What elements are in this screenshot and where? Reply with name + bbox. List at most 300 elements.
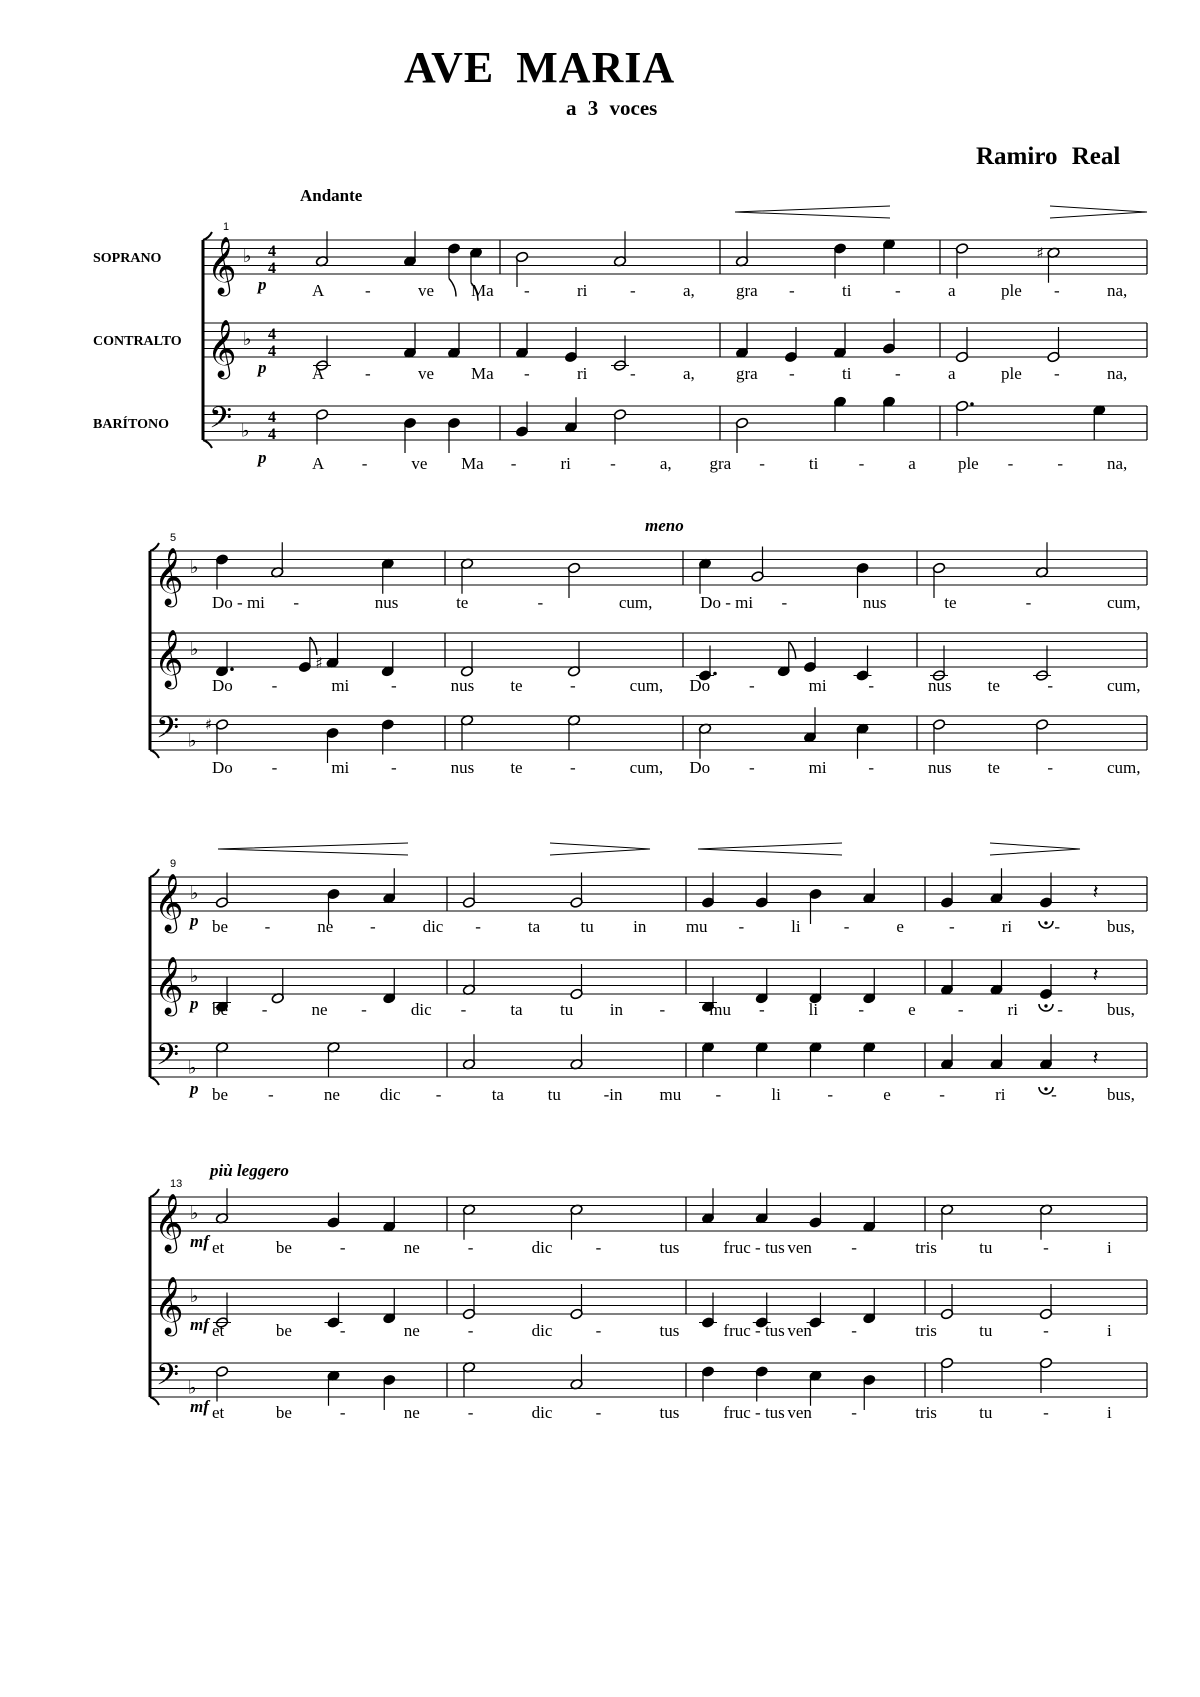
note: [809, 1041, 822, 1077]
dynamic-marking: p: [190, 911, 199, 930]
lyric-syllable: -: [1047, 676, 1054, 695]
note: [383, 1197, 396, 1233]
lyric-syllable: A: [312, 364, 325, 383]
lyric-syllable: te: [510, 758, 523, 777]
lyric-syllable: A: [312, 454, 325, 473]
lyric-syllable: et: [212, 1321, 225, 1340]
lyric-syllable: -: [339, 1238, 346, 1257]
note: [803, 637, 816, 673]
note: [882, 319, 895, 355]
part-name-contralto: CONTRALTO: [93, 334, 182, 349]
lyric-syllable: bus,: [1107, 1085, 1135, 1104]
lyric-syllable: ri: [560, 454, 571, 473]
note: [755, 1188, 768, 1224]
note: [701, 873, 714, 909]
quarter-rest-icon: 𝄽: [1092, 1045, 1099, 1070]
note: [863, 1288, 876, 1324]
dynamic-marking: p: [190, 1079, 199, 1098]
part-name-soprano: SOPRANO: [93, 251, 162, 266]
note: [567, 641, 580, 677]
augmentation-dot: [230, 667, 234, 671]
rest: [1093, 962, 1099, 986]
note: [567, 562, 580, 598]
lyric-syllable: be: [275, 1238, 292, 1257]
flat-sign-icon: ♭: [243, 246, 252, 267]
lyric-syllable: gra: [736, 364, 758, 383]
note: [611, 336, 629, 372]
note: [940, 1034, 953, 1070]
lyric-syllable: a: [948, 281, 956, 300]
time-signature-denominator: 4: [268, 426, 276, 443]
note: [955, 243, 968, 279]
note: [215, 1188, 228, 1224]
lyric-syllable: -: [339, 1403, 346, 1422]
lyric-syllable: tris: [915, 1321, 937, 1340]
dynamic-marking: p: [258, 448, 267, 467]
lyric-syllable: -: [391, 758, 397, 777]
note: [570, 964, 583, 1000]
lyric-syllable: -: [365, 364, 371, 383]
lyric-syllable: a: [908, 454, 916, 473]
note: [751, 547, 764, 583]
lyric-syllable: nus: [450, 758, 475, 777]
time-signature-numerator: 4: [268, 243, 276, 260]
lyric-syllable: nus: [450, 676, 475, 695]
note: [381, 558, 394, 594]
lyric-syllable: -: [1043, 1321, 1049, 1340]
crescendo-hairpin: [735, 206, 890, 218]
lyric-syllable: li: [791, 917, 801, 936]
lyric-syllable: na,: [1107, 281, 1128, 300]
flat-sign-icon: ♭: [188, 730, 197, 752]
note: [462, 1204, 475, 1240]
rest: [1093, 879, 1099, 903]
lyric-syllable: fruc - tus: [723, 1321, 785, 1340]
note: [570, 1034, 583, 1070]
lyric-syllable: tus: [659, 1403, 680, 1422]
lyric-syllable: -: [524, 281, 530, 300]
rest: [1093, 1045, 1099, 1069]
note: [735, 323, 748, 359]
decrescendo-hairpin: [1050, 206, 1147, 218]
lyric-syllable: a,: [659, 454, 672, 473]
lyric-syllable: fruc - tus: [723, 1238, 785, 1257]
lyric-syllable: -: [1054, 917, 1061, 936]
note: [271, 542, 284, 578]
lyric-syllable: in: [609, 1000, 624, 1019]
note: [932, 719, 945, 755]
lyric-syllable: Ma: [471, 281, 494, 300]
note: [777, 641, 796, 677]
dynamic-marking: mf: [190, 1397, 209, 1416]
lyric-syllable: -: [939, 1085, 945, 1104]
lyric-syllable: te: [987, 676, 1000, 695]
note: [447, 243, 460, 297]
tempo-marking: Andante: [300, 186, 363, 205]
lyric-syllable: Do - mi: [212, 593, 265, 612]
lyric-syllable: ti: [808, 454, 819, 473]
lyric-syllable: -: [659, 1000, 666, 1019]
note: [755, 1041, 768, 1077]
lyric-syllable: e: [896, 917, 904, 936]
sharp-sign-icon: ♯: [1036, 243, 1044, 262]
lyric-syllable: et: [212, 1238, 225, 1257]
dynamic-marking: mf: [190, 1315, 209, 1334]
lyric-syllable: -: [630, 364, 636, 383]
note: [1093, 404, 1106, 440]
lyric-syllable: -: [475, 917, 481, 936]
lyric-syllable: -: [1057, 454, 1063, 473]
note: [570, 1354, 583, 1390]
lyric-syllable: dic: [422, 917, 444, 936]
note: [955, 327, 968, 363]
lyric-syllable: li: [771, 1085, 781, 1104]
lyric-syllable: ve: [411, 454, 428, 473]
note: [462, 1284, 475, 1320]
treble-clef-icon: 𝄞: [207, 319, 237, 377]
time-signature-denominator: 4: [268, 343, 276, 360]
note: [462, 1361, 475, 1397]
lyric-syllable: -: [749, 758, 755, 777]
lyric-syllable: mu: [659, 1085, 682, 1104]
note: [570, 873, 583, 909]
lyric-syllable: bus,: [1107, 917, 1135, 936]
note: [809, 1370, 822, 1406]
lyric-syllable: ri: [1007, 1000, 1018, 1019]
note: [327, 1193, 340, 1229]
note: [955, 400, 974, 436]
note: [326, 633, 339, 669]
lyric-syllable: mi: [808, 676, 827, 695]
note: [462, 1034, 475, 1070]
lyric-syllable: tu: [560, 1000, 574, 1019]
lyric-syllable: a: [948, 364, 956, 383]
lyric-syllable: dic: [410, 1000, 432, 1019]
note: [383, 868, 396, 904]
lyric-syllable: -: [595, 1321, 602, 1340]
lyric-syllable: -: [851, 1238, 857, 1257]
tempo-marking: meno: [645, 516, 684, 535]
note: [403, 417, 416, 453]
lyric-syllable: be: [212, 917, 229, 936]
measure-number: 9: [170, 858, 177, 870]
tempo-marking: più leggero: [210, 1161, 289, 1180]
lyric-syllable: -: [781, 593, 788, 612]
lyric-syllable: -: [271, 758, 278, 777]
lyric-syllable: tu: [979, 1403, 993, 1422]
note: [215, 554, 228, 590]
flat-sign-icon: ♭: [243, 329, 252, 350]
lyric-syllable: ri: [995, 1085, 1006, 1104]
note: [613, 409, 626, 445]
lyric-syllable: nus: [928, 758, 952, 777]
lyric-syllable: e: [883, 1085, 891, 1104]
note: [315, 409, 328, 445]
lyric-syllable: be: [212, 1000, 229, 1019]
lyric-syllable: ven: [787, 1321, 812, 1340]
note: [1039, 873, 1052, 909]
lyric-syllable: -: [339, 1321, 346, 1340]
flat-sign-icon: ♭: [188, 1377, 197, 1399]
lyric-syllable: -: [264, 917, 271, 936]
note: [381, 719, 394, 755]
note: [1039, 1357, 1052, 1393]
lyric-syllable: ri: [577, 281, 588, 300]
note: [327, 1041, 340, 1077]
lyric-syllable: -: [267, 1085, 274, 1104]
note: [863, 1041, 876, 1077]
flat-sign-icon: ♭: [190, 966, 199, 987]
note: [882, 238, 895, 274]
lyric-syllable: tu: [979, 1321, 993, 1340]
lyric-syllable: ne: [403, 1321, 420, 1340]
note: [1035, 542, 1048, 578]
dynamic-marking: mf: [190, 1232, 209, 1251]
lyric-syllable: -: [1057, 1000, 1063, 1019]
lyric-syllable: -: [610, 454, 616, 473]
note: [1039, 1284, 1052, 1320]
lyric-syllable: -: [361, 1000, 367, 1019]
note: [809, 1193, 822, 1229]
lyric-syllable: -: [1054, 364, 1060, 383]
note: [735, 417, 748, 453]
treble-clef-icon: 𝄞: [154, 1193, 184, 1251]
lyric-syllable: a,: [683, 364, 695, 383]
sharp-sign-icon: ♯: [205, 715, 213, 734]
lyric-syllable: ple: [957, 454, 979, 473]
note: [833, 323, 846, 359]
note: [863, 968, 876, 1004]
note: [327, 1370, 340, 1406]
note: [1039, 1034, 1052, 1070]
note: [784, 327, 797, 363]
lyric-syllable: ri: [577, 364, 588, 383]
lyric-syllable: -: [1007, 454, 1014, 473]
lyric-syllable: ta: [527, 917, 541, 936]
lyric-syllable: ve: [418, 364, 435, 383]
note: [564, 327, 577, 363]
lyric-syllable: -in: [603, 1085, 623, 1104]
eighth-flag: [449, 279, 456, 297]
lyric-syllable: dic: [531, 1321, 553, 1340]
note: [215, 873, 228, 909]
note: [755, 873, 768, 909]
note: [462, 960, 475, 996]
lyric-syllable: e: [908, 1000, 916, 1019]
note: [381, 641, 394, 677]
lyric-syllable: Do: [689, 676, 711, 695]
note: [856, 723, 869, 759]
note: [699, 1293, 717, 1329]
note: [863, 1374, 876, 1410]
treble-clef-icon: 𝄞: [154, 956, 184, 1014]
lyric-syllable: i: [1107, 1238, 1112, 1257]
lyric-syllable: be: [212, 1085, 229, 1104]
note: [701, 1366, 714, 1402]
lyric-syllable: -: [467, 1321, 474, 1340]
measure-number: 5: [170, 532, 177, 544]
note: [701, 1188, 714, 1224]
note: [403, 323, 416, 359]
note: [383, 1288, 396, 1324]
note: [567, 714, 580, 750]
lyric-syllable: ven: [787, 1238, 812, 1257]
lyric-syllable: A: [312, 281, 325, 300]
decrescendo-hairpin: [550, 843, 650, 855]
lyric-syllable: fruc - tus: [723, 1403, 785, 1422]
flat-sign-icon: ♭: [241, 420, 250, 442]
note: [833, 243, 846, 279]
lyric-syllable: cum,: [1107, 758, 1141, 777]
lyric-syllable: -: [1047, 758, 1054, 777]
lyric-syllable: in: [633, 917, 647, 936]
note: [460, 714, 473, 750]
lyric-syllable: ve: [418, 281, 435, 300]
lyric-syllable: -: [1043, 1403, 1049, 1422]
note: [215, 1366, 228, 1402]
note: [990, 960, 1003, 996]
lyric-syllable: ta: [491, 1085, 504, 1104]
lyric-syllable: gra: [709, 454, 732, 473]
lyric-syllable: -: [467, 1403, 474, 1422]
lyric-syllable: -: [293, 593, 300, 612]
lyric-syllable: -: [435, 1085, 442, 1104]
treble-clef-icon: 𝄞: [207, 236, 237, 294]
note: [755, 968, 768, 1004]
lyric-syllable: ple: [1001, 281, 1022, 300]
note: [383, 968, 396, 1004]
lyric-syllable: cum,: [629, 758, 664, 777]
lyric-syllable: te: [510, 676, 523, 695]
lyric-syllable: ple: [1001, 364, 1022, 383]
note: [809, 968, 822, 1004]
lyric-syllable: -: [524, 364, 530, 383]
lyric-syllable: dic: [531, 1238, 553, 1257]
lyric-syllable: -: [749, 676, 755, 695]
lyric-syllable: te: [944, 593, 957, 612]
lyric-syllable: gra: [736, 281, 758, 300]
note: [1039, 964, 1052, 1000]
lyric-syllable: i: [1107, 1403, 1112, 1422]
lyric-syllable: -: [715, 1085, 722, 1104]
lyric-syllable: be: [275, 1403, 292, 1422]
lyric-syllable: -: [1051, 1085, 1057, 1104]
bass-clef-icon: 𝄢: [156, 711, 180, 753]
augmentation-dot: [970, 402, 974, 406]
lyric-syllable: cum,: [629, 676, 664, 695]
note: [863, 868, 876, 904]
lyric-syllable: -: [868, 758, 875, 777]
note: [515, 323, 528, 359]
lyric-syllable: i: [1107, 1321, 1112, 1340]
lyric-syllable: -: [369, 917, 376, 936]
quarter-rest-icon: 𝄽: [1092, 879, 1099, 904]
lyric-syllable: -: [570, 758, 576, 777]
lyric-syllable: dic: [379, 1085, 401, 1104]
lyric-syllable: ne: [403, 1238, 420, 1257]
note: [1039, 1204, 1052, 1240]
flat-sign-icon: ♭: [190, 883, 199, 904]
note: [735, 231, 748, 267]
dynamic-marking: p: [258, 358, 267, 377]
note: [940, 1357, 953, 1393]
lyric-syllable: -: [949, 917, 955, 936]
lyric-syllable: mi: [331, 676, 350, 695]
lyric-syllable: li: [808, 1000, 819, 1019]
lyric-syllable: et: [212, 1403, 225, 1422]
note: [383, 1374, 396, 1410]
lyric-syllable: mu: [685, 917, 708, 936]
lyric-syllable: Ma: [471, 364, 494, 383]
lyric-syllable: -: [843, 917, 850, 936]
note: [570, 1284, 583, 1320]
note: [515, 402, 528, 438]
note: [990, 1034, 1003, 1070]
lyric-syllable: ti: [842, 281, 852, 300]
decrescendo-hairpin: [990, 843, 1080, 855]
lyric-syllable: -: [1054, 281, 1060, 300]
note: [215, 1041, 228, 1077]
note: [298, 637, 317, 673]
lyric-syllable: na,: [1107, 364, 1128, 383]
flat-sign-icon: ♭: [190, 1203, 199, 1224]
lyric-syllable: Ma: [461, 454, 484, 473]
lyric-syllable: -: [789, 281, 795, 300]
note: [809, 888, 822, 924]
note: [570, 1204, 583, 1240]
note: [990, 868, 1003, 904]
lyric-syllable: cum,: [1107, 676, 1141, 695]
lyric-syllable: -: [365, 281, 371, 300]
lyric-syllable: nus: [862, 593, 887, 612]
lyric-syllable: -: [361, 454, 368, 473]
note: [940, 873, 953, 909]
lyric-syllable: -: [595, 1403, 602, 1422]
note: [940, 1204, 953, 1240]
lyric-syllable: Do - mi: [700, 593, 754, 612]
lyric-syllable: nus: [928, 676, 952, 695]
note: [215, 719, 228, 755]
lyric-syllable: tus: [659, 1238, 680, 1257]
lyric-syllable: -: [467, 1238, 474, 1257]
lyric-syllable: -: [868, 676, 875, 695]
lyric-syllable: tris: [915, 1403, 937, 1422]
note: [460, 558, 473, 594]
lyric-syllable: tus: [659, 1321, 680, 1340]
treble-clef-icon: 𝄞: [154, 873, 184, 931]
eighth-flag: [310, 637, 317, 655]
note: [1047, 247, 1060, 283]
lyric-syllable: te: [987, 758, 1000, 777]
lyric-syllable: ti: [842, 364, 852, 383]
lyric-syllable: -: [957, 1000, 964, 1019]
flat-sign-icon: ♭: [190, 557, 199, 578]
note: [701, 1041, 714, 1077]
quarter-rest-icon: 𝄽: [1092, 962, 1099, 987]
lyric-syllable: cum,: [618, 593, 653, 612]
lyric-syllable: bus,: [1107, 1000, 1135, 1019]
bass-clef-icon: 𝄢: [156, 1358, 180, 1400]
treble-clef-icon: 𝄞: [154, 1276, 184, 1334]
time-signature-denominator: 4: [268, 260, 276, 277]
crescendo-hairpin: [218, 843, 408, 855]
sharp-sign-icon: ♯: [315, 653, 323, 672]
lyric-syllable: -: [858, 1000, 865, 1019]
lyric-syllable: Do: [689, 758, 711, 777]
lyric-syllable: tris: [915, 1238, 937, 1257]
lyric-syllable: -: [895, 281, 901, 300]
lyric-syllable: -: [510, 454, 517, 473]
